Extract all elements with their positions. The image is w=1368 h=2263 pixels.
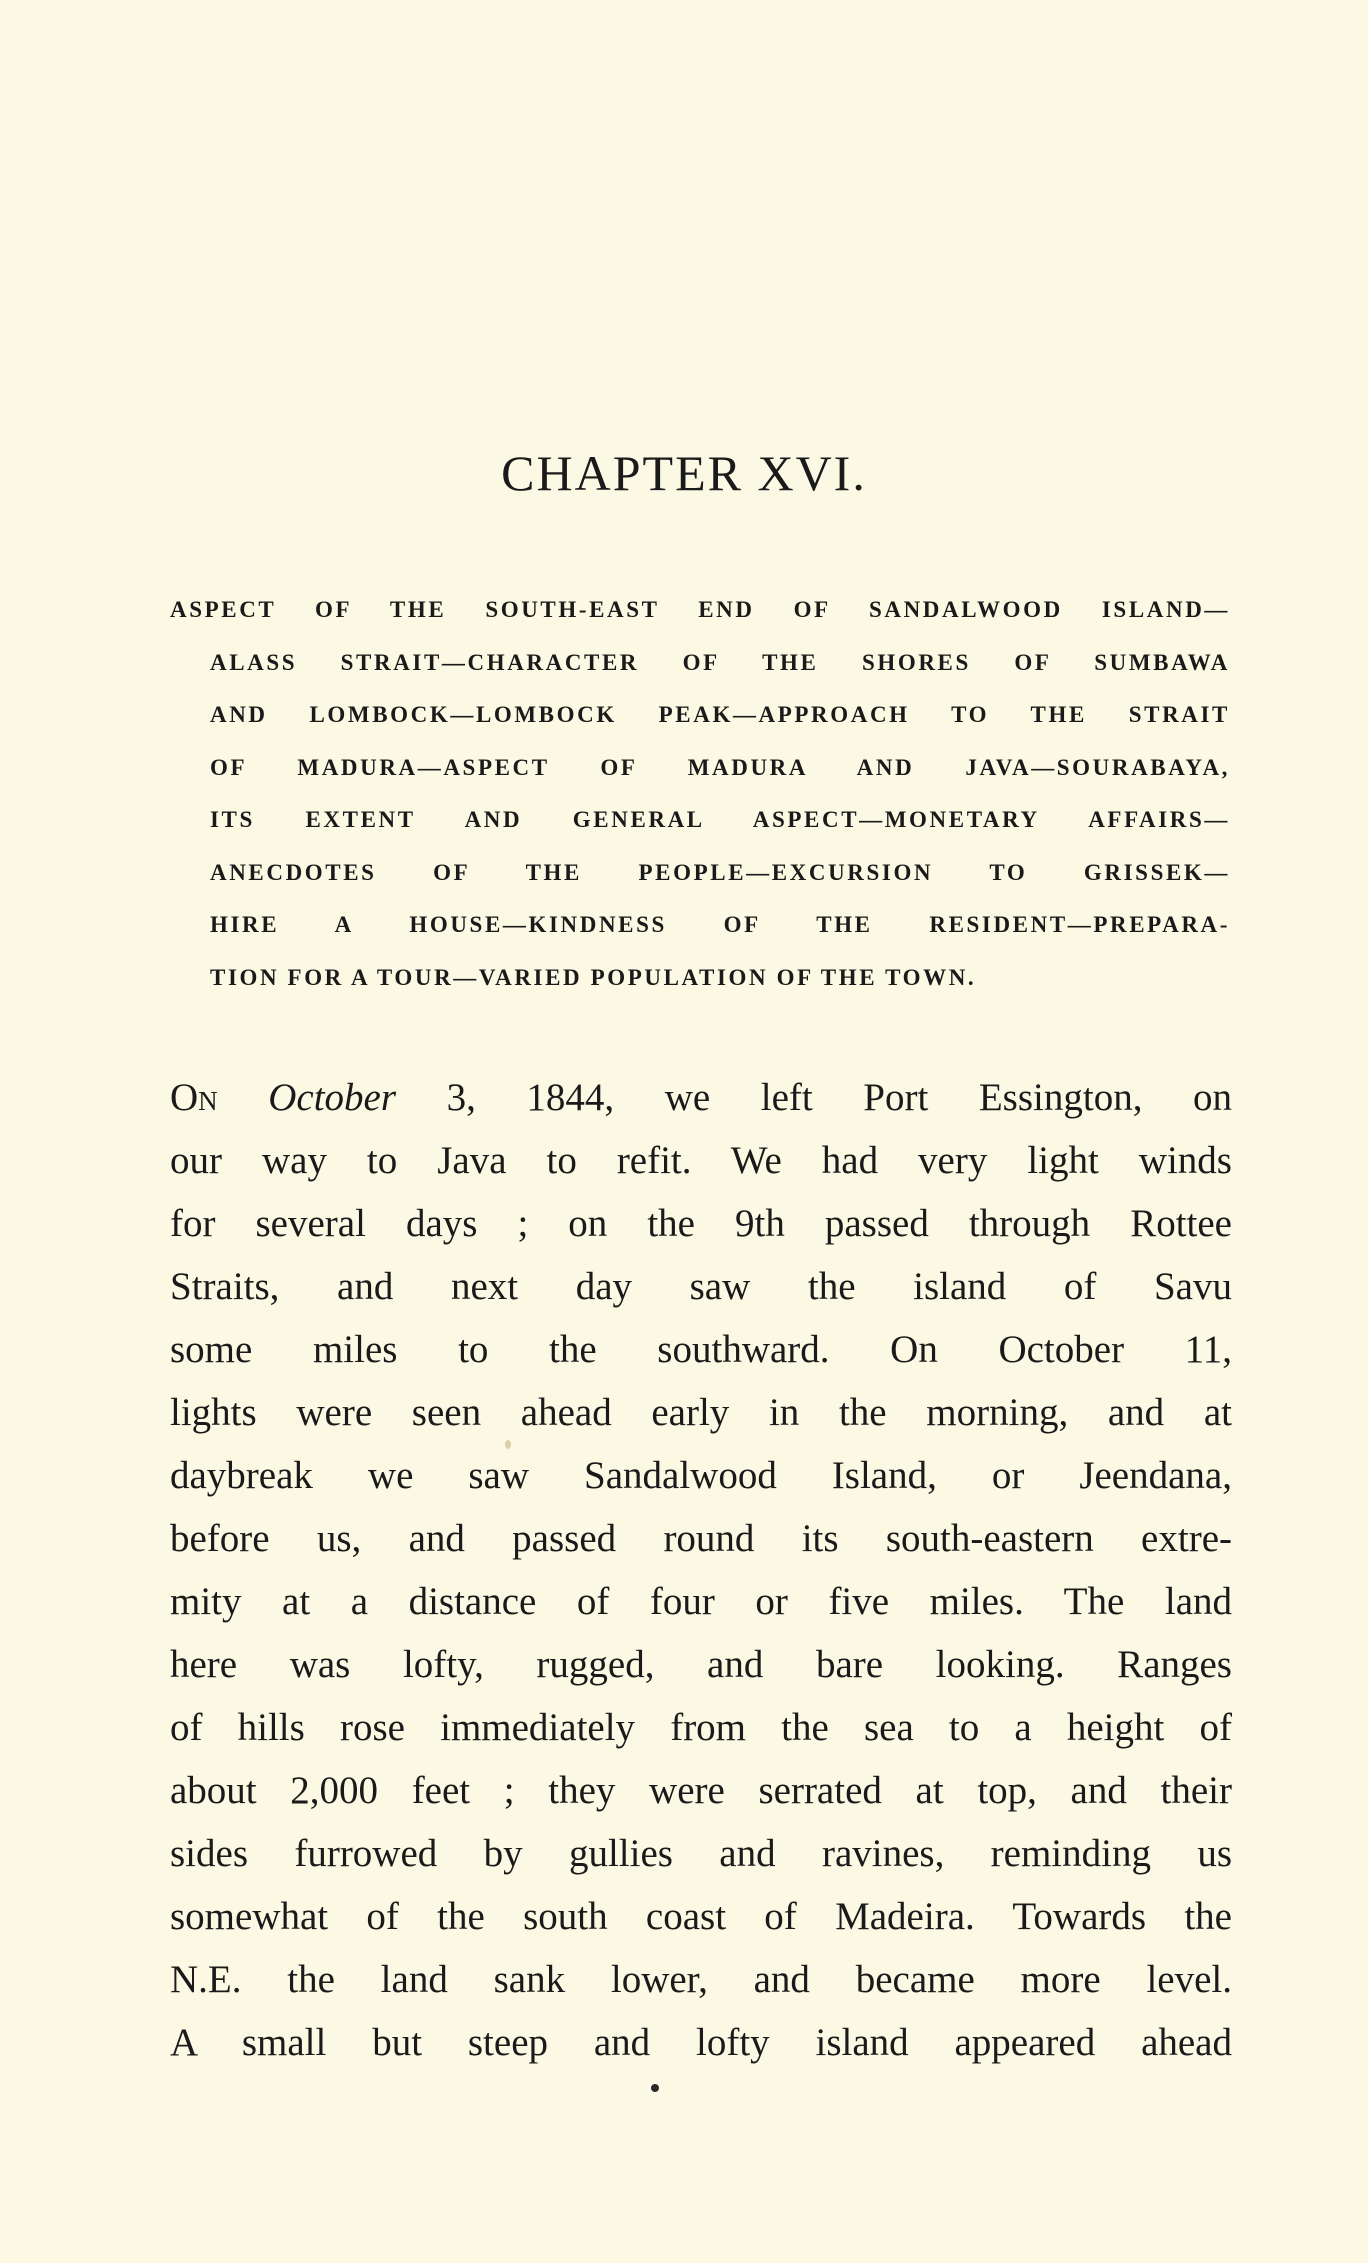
paper-speck [505, 1440, 511, 1449]
body-line: somewhat of the south coast of Madeira. Towards the [170, 1895, 1232, 1938]
body-line-first [170, 1066, 1232, 1129]
body-line: about 2,000 feet ; they were serrated at top, and their [170, 1769, 1232, 1812]
body-line: of hills rose immediately from the sea to a height of [170, 1706, 1232, 1749]
synopsis-line: HIRE A HOUSE—KINDNESS OF THE RESIDENT—PREPARA- [210, 912, 1230, 937]
body-line: daybreak we saw Sandalwood Island, or Jeendana, [170, 1454, 1232, 1497]
ink-speck [651, 2084, 659, 2092]
body-line: before us, and passed round its south-eastern extre- [170, 1517, 1232, 1560]
body-line: here was lofty, rugged, and bare looking. Ranges [170, 1643, 1232, 1686]
body-line: our way to Java to refit. We had very light winds [170, 1139, 1232, 1182]
body-line: A small but steep and lofty island appeared ahead [170, 2021, 1232, 2064]
synopsis-line: AND LOMBOCK—LOMBOCK PEAK—APPROACH TO THE STRAIT [210, 702, 1230, 727]
synopsis-line: ALASS STRAIT—CHARACTER OF THE SHORES OF SUMBAWA [210, 649, 1230, 675]
body-line: N.E. the land sank lower, and became more level. [170, 1958, 1232, 2001]
synopsis-line: ANECDOTES OF THE PEOPLE—EXCURSION TO GRISSEK— [210, 859, 1230, 885]
synopsis-line: TION FOR A TOUR—VARIED POPULATION OF THE TOWN. [210, 964, 977, 990]
opening-word: On [170, 1076, 218, 1119]
body-line: mity at a distance of four or five miles. The land [170, 1580, 1232, 1623]
synopsis-line: ITS EXTENT AND GENERAL ASPECT—MONETARY AFFAIRS— [210, 807, 1230, 832]
body-paragraph [170, 1066, 1232, 2074]
chapter-title: CHAPTER XVI. [501, 445, 867, 501]
opening-rest: 3, 1844, we left Port Essington, on [396, 1076, 1232, 1119]
body-line: for several days ; on the 9th passed through Rottee [170, 1202, 1232, 1245]
body-line: sides furrowed by gullies and ravines, reminding us [170, 1832, 1232, 1875]
body-line: lights were seen ahead early in the morning, and at [170, 1391, 1232, 1434]
synopsis-line: ASPECT OF THE SOUTH-EAST END OF SANDALWOOD ISLAND— [170, 597, 1230, 622]
synopsis-line: OF MADURA—ASPECT OF MADURA AND JAVA—SOURABAYA, [210, 754, 1230, 780]
chapter-synopsis [170, 584, 1230, 1004]
body-line: some miles to the southward. On October 11, [170, 1328, 1232, 1371]
opening-month: October [268, 1076, 397, 1119]
body-line: Straits, and next day saw the island of Savu [170, 1265, 1232, 1308]
